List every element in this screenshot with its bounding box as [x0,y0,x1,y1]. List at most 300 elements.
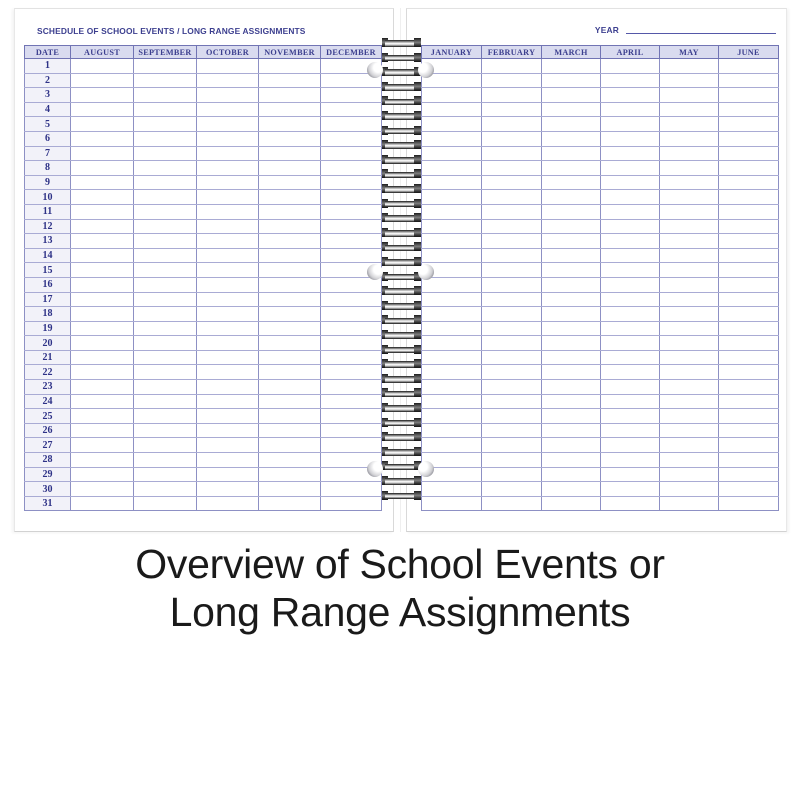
entry-cell[interactable] [422,204,482,219]
entry-cell[interactable] [719,190,779,205]
entry-cell[interactable] [259,438,321,453]
entry-cell[interactable] [259,73,321,88]
entry-cell[interactable] [71,380,134,395]
entry-cell[interactable] [197,307,259,322]
entry-cell[interactable] [259,350,321,365]
entry-cell[interactable] [601,88,660,103]
entry-cell[interactable] [71,175,134,190]
entry-cell[interactable] [719,467,779,482]
entry-cell[interactable] [71,59,134,74]
entry-cell[interactable] [482,175,542,190]
entry-cell[interactable] [134,292,197,307]
entry-cell[interactable] [719,117,779,132]
entry-cell[interactable] [422,482,482,497]
entry-cell[interactable] [601,482,660,497]
entry-cell[interactable] [321,380,382,395]
entry-cell[interactable] [542,102,601,117]
entry-cell[interactable] [542,453,601,468]
entry-cell[interactable] [134,263,197,278]
entry-cell[interactable] [71,161,134,176]
entry-cell[interactable] [542,467,601,482]
entry-cell[interactable] [197,365,259,380]
entry-cell[interactable] [542,394,601,409]
entry-cell[interactable] [660,409,719,424]
entry-cell[interactable] [71,263,134,278]
entry-cell[interactable] [134,131,197,146]
entry-cell[interactable] [134,409,197,424]
entry-cell[interactable] [601,292,660,307]
entry-cell[interactable] [134,248,197,263]
entry-cell[interactable] [482,350,542,365]
entry-cell[interactable] [719,307,779,322]
entry-cell[interactable] [482,496,542,511]
entry-cell[interactable] [321,496,382,511]
entry-cell[interactable] [134,234,197,249]
entry-cell[interactable] [197,88,259,103]
entry-cell[interactable] [542,292,601,307]
entry-cell[interactable] [601,277,660,292]
entry-cell[interactable] [71,219,134,234]
entry-cell[interactable] [719,292,779,307]
entry-cell[interactable] [542,175,601,190]
entry-cell[interactable] [719,423,779,438]
entry-cell[interactable] [259,219,321,234]
entry-cell[interactable] [259,175,321,190]
entry-cell[interactable] [482,234,542,249]
entry-cell[interactable] [422,365,482,380]
entry-cell[interactable] [321,146,382,161]
entry-cell[interactable] [482,146,542,161]
entry-cell[interactable] [660,161,719,176]
entry-cell[interactable] [660,365,719,380]
entry-cell[interactable] [71,146,134,161]
entry-cell[interactable] [321,131,382,146]
entry-cell[interactable] [134,467,197,482]
entry-cell[interactable] [259,321,321,336]
entry-cell[interactable] [660,321,719,336]
entry-cell[interactable] [71,190,134,205]
entry-cell[interactable] [660,73,719,88]
entry-cell[interactable] [422,321,482,336]
entry-cell[interactable] [601,350,660,365]
entry-cell[interactable] [321,409,382,424]
entry-cell[interactable] [422,336,482,351]
entry-cell[interactable] [197,234,259,249]
entry-cell[interactable] [197,117,259,132]
entry-cell[interactable] [422,307,482,322]
entry-cell[interactable] [660,467,719,482]
entry-cell[interactable] [259,277,321,292]
entry-cell[interactable] [660,190,719,205]
entry-cell[interactable] [197,277,259,292]
entry-cell[interactable] [542,161,601,176]
entry-cell[interactable] [321,234,382,249]
entry-cell[interactable] [259,88,321,103]
entry-cell[interactable] [660,175,719,190]
entry-cell[interactable] [482,365,542,380]
entry-cell[interactable] [660,423,719,438]
entry-cell[interactable] [422,88,482,103]
entry-cell[interactable] [482,263,542,278]
entry-cell[interactable] [482,219,542,234]
entry-cell[interactable] [71,482,134,497]
entry-cell[interactable] [259,409,321,424]
entry-cell[interactable] [259,292,321,307]
entry-cell[interactable] [482,277,542,292]
entry-cell[interactable] [134,175,197,190]
entry-cell[interactable] [542,307,601,322]
entry-cell[interactable] [134,117,197,132]
entry-cell[interactable] [134,423,197,438]
entry-cell[interactable] [197,380,259,395]
entry-cell[interactable] [71,336,134,351]
entry-cell[interactable] [134,190,197,205]
entry-cell[interactable] [719,219,779,234]
entry-cell[interactable] [321,423,382,438]
entry-cell[interactable] [134,321,197,336]
entry-cell[interactable] [197,248,259,263]
entry-cell[interactable] [197,175,259,190]
entry-cell[interactable] [542,234,601,249]
entry-cell[interactable] [719,453,779,468]
entry-cell[interactable] [197,336,259,351]
entry-cell[interactable] [482,102,542,117]
entry-cell[interactable] [134,336,197,351]
entry-cell[interactable] [542,321,601,336]
entry-cell[interactable] [197,73,259,88]
entry-cell[interactable] [719,248,779,263]
entry-cell[interactable] [259,496,321,511]
entry-cell[interactable] [321,204,382,219]
entry-cell[interactable] [422,350,482,365]
entry-cell[interactable] [660,146,719,161]
entry-cell[interactable] [134,161,197,176]
entry-cell[interactable] [71,409,134,424]
entry-cell[interactable] [660,102,719,117]
entry-cell[interactable] [321,394,382,409]
entry-cell[interactable] [422,146,482,161]
entry-cell[interactable] [601,248,660,263]
entry-cell[interactable] [259,394,321,409]
entry-cell[interactable] [422,423,482,438]
entry-cell[interactable] [259,146,321,161]
entry-cell[interactable] [482,117,542,132]
entry-cell[interactable] [660,496,719,511]
entry-cell[interactable] [719,73,779,88]
entry-cell[interactable] [719,380,779,395]
entry-cell[interactable] [321,102,382,117]
entry-cell[interactable] [197,409,259,424]
entry-cell[interactable] [422,496,482,511]
entry-cell[interactable] [601,438,660,453]
entry-cell[interactable] [482,131,542,146]
entry-cell[interactable] [321,248,382,263]
entry-cell[interactable] [542,146,601,161]
entry-cell[interactable] [134,496,197,511]
entry-cell[interactable] [660,204,719,219]
entry-cell[interactable] [542,409,601,424]
entry-cell[interactable] [482,59,542,74]
entry-cell[interactable] [197,59,259,74]
entry-cell[interactable] [542,117,601,132]
entry-cell[interactable] [71,365,134,380]
entry-cell[interactable] [422,248,482,263]
entry-cell[interactable] [601,380,660,395]
entry-cell[interactable] [542,277,601,292]
entry-cell[interactable] [134,73,197,88]
entry-cell[interactable] [660,307,719,322]
entry-cell[interactable] [601,161,660,176]
entry-cell[interactable] [482,336,542,351]
entry-cell[interactable] [422,277,482,292]
entry-cell[interactable] [321,365,382,380]
entry-cell[interactable] [719,131,779,146]
entry-cell[interactable] [482,292,542,307]
entry-cell[interactable] [482,190,542,205]
entry-cell[interactable] [321,190,382,205]
entry-cell[interactable] [719,88,779,103]
entry-cell[interactable] [134,88,197,103]
entry-cell[interactable] [601,307,660,322]
entry-cell[interactable] [259,102,321,117]
entry-cell[interactable] [71,438,134,453]
entry-cell[interactable] [660,394,719,409]
entry-cell[interactable] [660,277,719,292]
entry-cell[interactable] [197,467,259,482]
entry-cell[interactable] [422,219,482,234]
entry-cell[interactable] [601,263,660,278]
entry-cell[interactable] [482,394,542,409]
entry-cell[interactable] [422,190,482,205]
entry-cell[interactable] [601,365,660,380]
entry-cell[interactable] [259,161,321,176]
entry-cell[interactable] [719,438,779,453]
entry-cell[interactable] [71,394,134,409]
entry-cell[interactable] [719,321,779,336]
entry-cell[interactable] [422,161,482,176]
entry-cell[interactable] [259,453,321,468]
entry-cell[interactable] [660,438,719,453]
entry-cell[interactable] [197,350,259,365]
entry-cell[interactable] [71,131,134,146]
entry-cell[interactable] [71,467,134,482]
entry-cell[interactable] [422,380,482,395]
entry-cell[interactable] [719,204,779,219]
entry-cell[interactable] [719,409,779,424]
entry-cell[interactable] [482,453,542,468]
entry-cell[interactable] [542,482,601,497]
entry-cell[interactable] [422,234,482,249]
entry-cell[interactable] [259,204,321,219]
entry-cell[interactable] [719,102,779,117]
entry-cell[interactable] [601,59,660,74]
entry-cell[interactable] [542,73,601,88]
entry-cell[interactable] [321,161,382,176]
entry-cell[interactable] [542,59,601,74]
entry-cell[interactable] [71,321,134,336]
entry-cell[interactable] [259,467,321,482]
entry-cell[interactable] [660,350,719,365]
entry-cell[interactable] [321,292,382,307]
entry-cell[interactable] [482,307,542,322]
entry-cell[interactable] [422,117,482,132]
entry-cell[interactable] [482,482,542,497]
entry-cell[interactable] [719,59,779,74]
entry-cell[interactable] [259,423,321,438]
entry-cell[interactable] [601,453,660,468]
entry-cell[interactable] [134,438,197,453]
entry-cell[interactable] [71,234,134,249]
entry-cell[interactable] [321,482,382,497]
entry-cell[interactable] [482,423,542,438]
entry-cell[interactable] [134,380,197,395]
entry-cell[interactable] [719,146,779,161]
entry-cell[interactable] [601,467,660,482]
entry-cell[interactable] [601,117,660,132]
year-field[interactable] [595,25,776,35]
entry-cell[interactable] [601,73,660,88]
entry-cell[interactable] [542,204,601,219]
entry-cell[interactable] [259,336,321,351]
entry-cell[interactable] [482,380,542,395]
entry-cell[interactable] [321,321,382,336]
entry-cell[interactable] [134,102,197,117]
entry-cell[interactable] [134,365,197,380]
entry-cell[interactable] [660,336,719,351]
year-input-rule[interactable] [626,33,776,34]
entry-cell[interactable] [197,190,259,205]
entry-cell[interactable] [134,219,197,234]
entry-cell[interactable] [197,423,259,438]
entry-cell[interactable] [542,496,601,511]
entry-cell[interactable] [259,117,321,132]
entry-cell[interactable] [259,131,321,146]
entry-cell[interactable] [197,131,259,146]
entry-cell[interactable] [321,336,382,351]
entry-cell[interactable] [660,263,719,278]
entry-cell[interactable] [660,453,719,468]
entry-cell[interactable] [422,102,482,117]
entry-cell[interactable] [134,453,197,468]
entry-cell[interactable] [482,161,542,176]
entry-cell[interactable] [719,234,779,249]
entry-cell[interactable] [259,307,321,322]
entry-cell[interactable] [719,336,779,351]
entry-cell[interactable] [134,482,197,497]
entry-cell[interactable] [259,482,321,497]
entry-cell[interactable] [482,438,542,453]
entry-cell[interactable] [719,263,779,278]
entry-cell[interactable] [660,131,719,146]
entry-cell[interactable] [660,248,719,263]
entry-cell[interactable] [71,88,134,103]
entry-cell[interactable] [197,161,259,176]
entry-cell[interactable] [719,175,779,190]
entry-cell[interactable] [719,161,779,176]
entry-cell[interactable] [601,190,660,205]
entry-cell[interactable] [134,307,197,322]
entry-cell[interactable] [482,73,542,88]
entry-cell[interactable] [601,204,660,219]
entry-cell[interactable] [542,438,601,453]
entry-cell[interactable] [601,175,660,190]
entry-cell[interactable] [422,175,482,190]
entry-cell[interactable] [134,146,197,161]
entry-cell[interactable] [660,88,719,103]
entry-cell[interactable] [321,175,382,190]
entry-cell[interactable] [601,409,660,424]
entry-cell[interactable] [422,292,482,307]
entry-cell[interactable] [482,88,542,103]
entry-cell[interactable] [259,190,321,205]
entry-cell[interactable] [482,248,542,263]
entry-cell[interactable] [259,365,321,380]
entry-cell[interactable] [542,365,601,380]
entry-cell[interactable] [197,146,259,161]
entry-cell[interactable] [660,380,719,395]
entry-cell[interactable] [197,496,259,511]
entry-cell[interactable] [197,321,259,336]
entry-cell[interactable] [321,438,382,453]
entry-cell[interactable] [259,263,321,278]
entry-cell[interactable] [482,204,542,219]
entry-cell[interactable] [71,204,134,219]
entry-cell[interactable] [542,190,601,205]
entry-cell[interactable] [71,307,134,322]
entry-cell[interactable] [601,131,660,146]
entry-cell[interactable] [422,438,482,453]
entry-cell[interactable] [601,394,660,409]
entry-cell[interactable] [542,423,601,438]
entry-cell[interactable] [719,350,779,365]
entry-cell[interactable] [542,350,601,365]
entry-cell[interactable] [542,131,601,146]
entry-cell[interactable] [601,336,660,351]
entry-cell[interactable] [321,350,382,365]
entry-cell[interactable] [71,102,134,117]
entry-cell[interactable] [601,146,660,161]
entry-cell[interactable] [482,321,542,336]
entry-cell[interactable] [601,321,660,336]
entry-cell[interactable] [71,73,134,88]
entry-cell[interactable] [134,59,197,74]
entry-cell[interactable] [71,423,134,438]
entry-cell[interactable] [197,263,259,278]
entry-cell[interactable] [719,394,779,409]
entry-cell[interactable] [71,248,134,263]
entry-cell[interactable] [197,219,259,234]
entry-cell[interactable] [601,496,660,511]
entry-cell[interactable] [321,117,382,132]
entry-cell[interactable] [71,496,134,511]
entry-cell[interactable] [197,102,259,117]
entry-cell[interactable] [321,88,382,103]
entry-cell[interactable] [321,219,382,234]
entry-cell[interactable] [542,88,601,103]
entry-cell[interactable] [601,219,660,234]
entry-cell[interactable] [542,219,601,234]
entry-cell[interactable] [601,423,660,438]
entry-cell[interactable] [660,59,719,74]
entry-cell[interactable] [197,438,259,453]
entry-cell[interactable] [259,59,321,74]
entry-cell[interactable] [422,131,482,146]
entry-cell[interactable] [660,219,719,234]
entry-cell[interactable] [71,453,134,468]
entry-cell[interactable] [719,277,779,292]
entry-cell[interactable] [134,350,197,365]
entry-cell[interactable] [660,482,719,497]
